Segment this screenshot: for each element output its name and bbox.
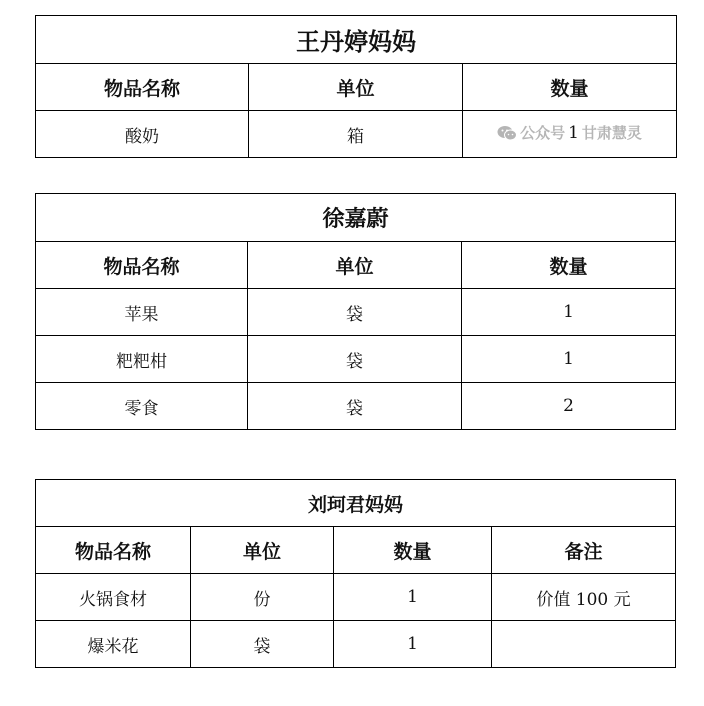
table-row [36, 621, 676, 668]
column-header-quantity: 数量 [462, 242, 676, 289]
quantity-cell [463, 111, 677, 158]
item-name-cell: 火锅食材 [36, 574, 191, 621]
remark-cell [492, 621, 676, 668]
wechat-icon [497, 125, 517, 141]
column-header-item-name: 物品名称 [36, 64, 249, 111]
watermark-suffix: 甘肃慧灵 [581, 124, 642, 143]
watermark-prefix: 公众号 [520, 124, 566, 143]
column-header-item-name: 物品名称 [36, 242, 248, 289]
remark-cell: 价值 100 元 [492, 574, 676, 621]
table-row [36, 336, 676, 383]
quantity-cell: 1 [334, 574, 492, 621]
item-name-cell: 苹果 [36, 289, 248, 336]
table-row [36, 289, 676, 336]
item-name-cell: 爆米花 [36, 621, 191, 668]
column-header-unit: 单位 [191, 527, 334, 574]
unit-cell: 份 [191, 574, 334, 621]
table-row [36, 574, 676, 621]
table-row [36, 383, 676, 430]
column-header-remark: 备注 [492, 527, 676, 574]
watermark [497, 122, 642, 143]
table-title: 刘珂君妈妈 [36, 480, 676, 527]
donation-table-2 [35, 193, 676, 430]
quantity-cell: 1 [462, 336, 676, 383]
unit-cell: 袋 [248, 336, 462, 383]
quantity-cell: 2 [462, 383, 676, 430]
table-row [36, 111, 677, 158]
item-name-cell: 酸奶 [36, 111, 249, 158]
quantity-value: 1 [568, 122, 579, 143]
table-title: 王丹婷妈妈 [36, 16, 677, 64]
quantity-cell: 1 [462, 289, 676, 336]
column-header-quantity: 数量 [334, 527, 492, 574]
unit-cell: 袋 [248, 383, 462, 430]
column-header-item-name: 物品名称 [36, 527, 191, 574]
column-header-quantity: 数量 [463, 64, 677, 111]
donation-table-3 [35, 479, 676, 668]
donation-table-1 [35, 15, 677, 158]
column-header-unit: 单位 [248, 242, 462, 289]
unit-cell: 袋 [248, 289, 462, 336]
column-header-unit: 单位 [249, 64, 463, 111]
unit-cell: 箱 [249, 111, 463, 158]
item-name-cell: 零食 [36, 383, 248, 430]
unit-cell: 袋 [191, 621, 334, 668]
item-name-cell: 粑粑柑 [36, 336, 248, 383]
table-title: 徐嘉蔚 [36, 194, 676, 242]
quantity-cell: 1 [334, 621, 492, 668]
